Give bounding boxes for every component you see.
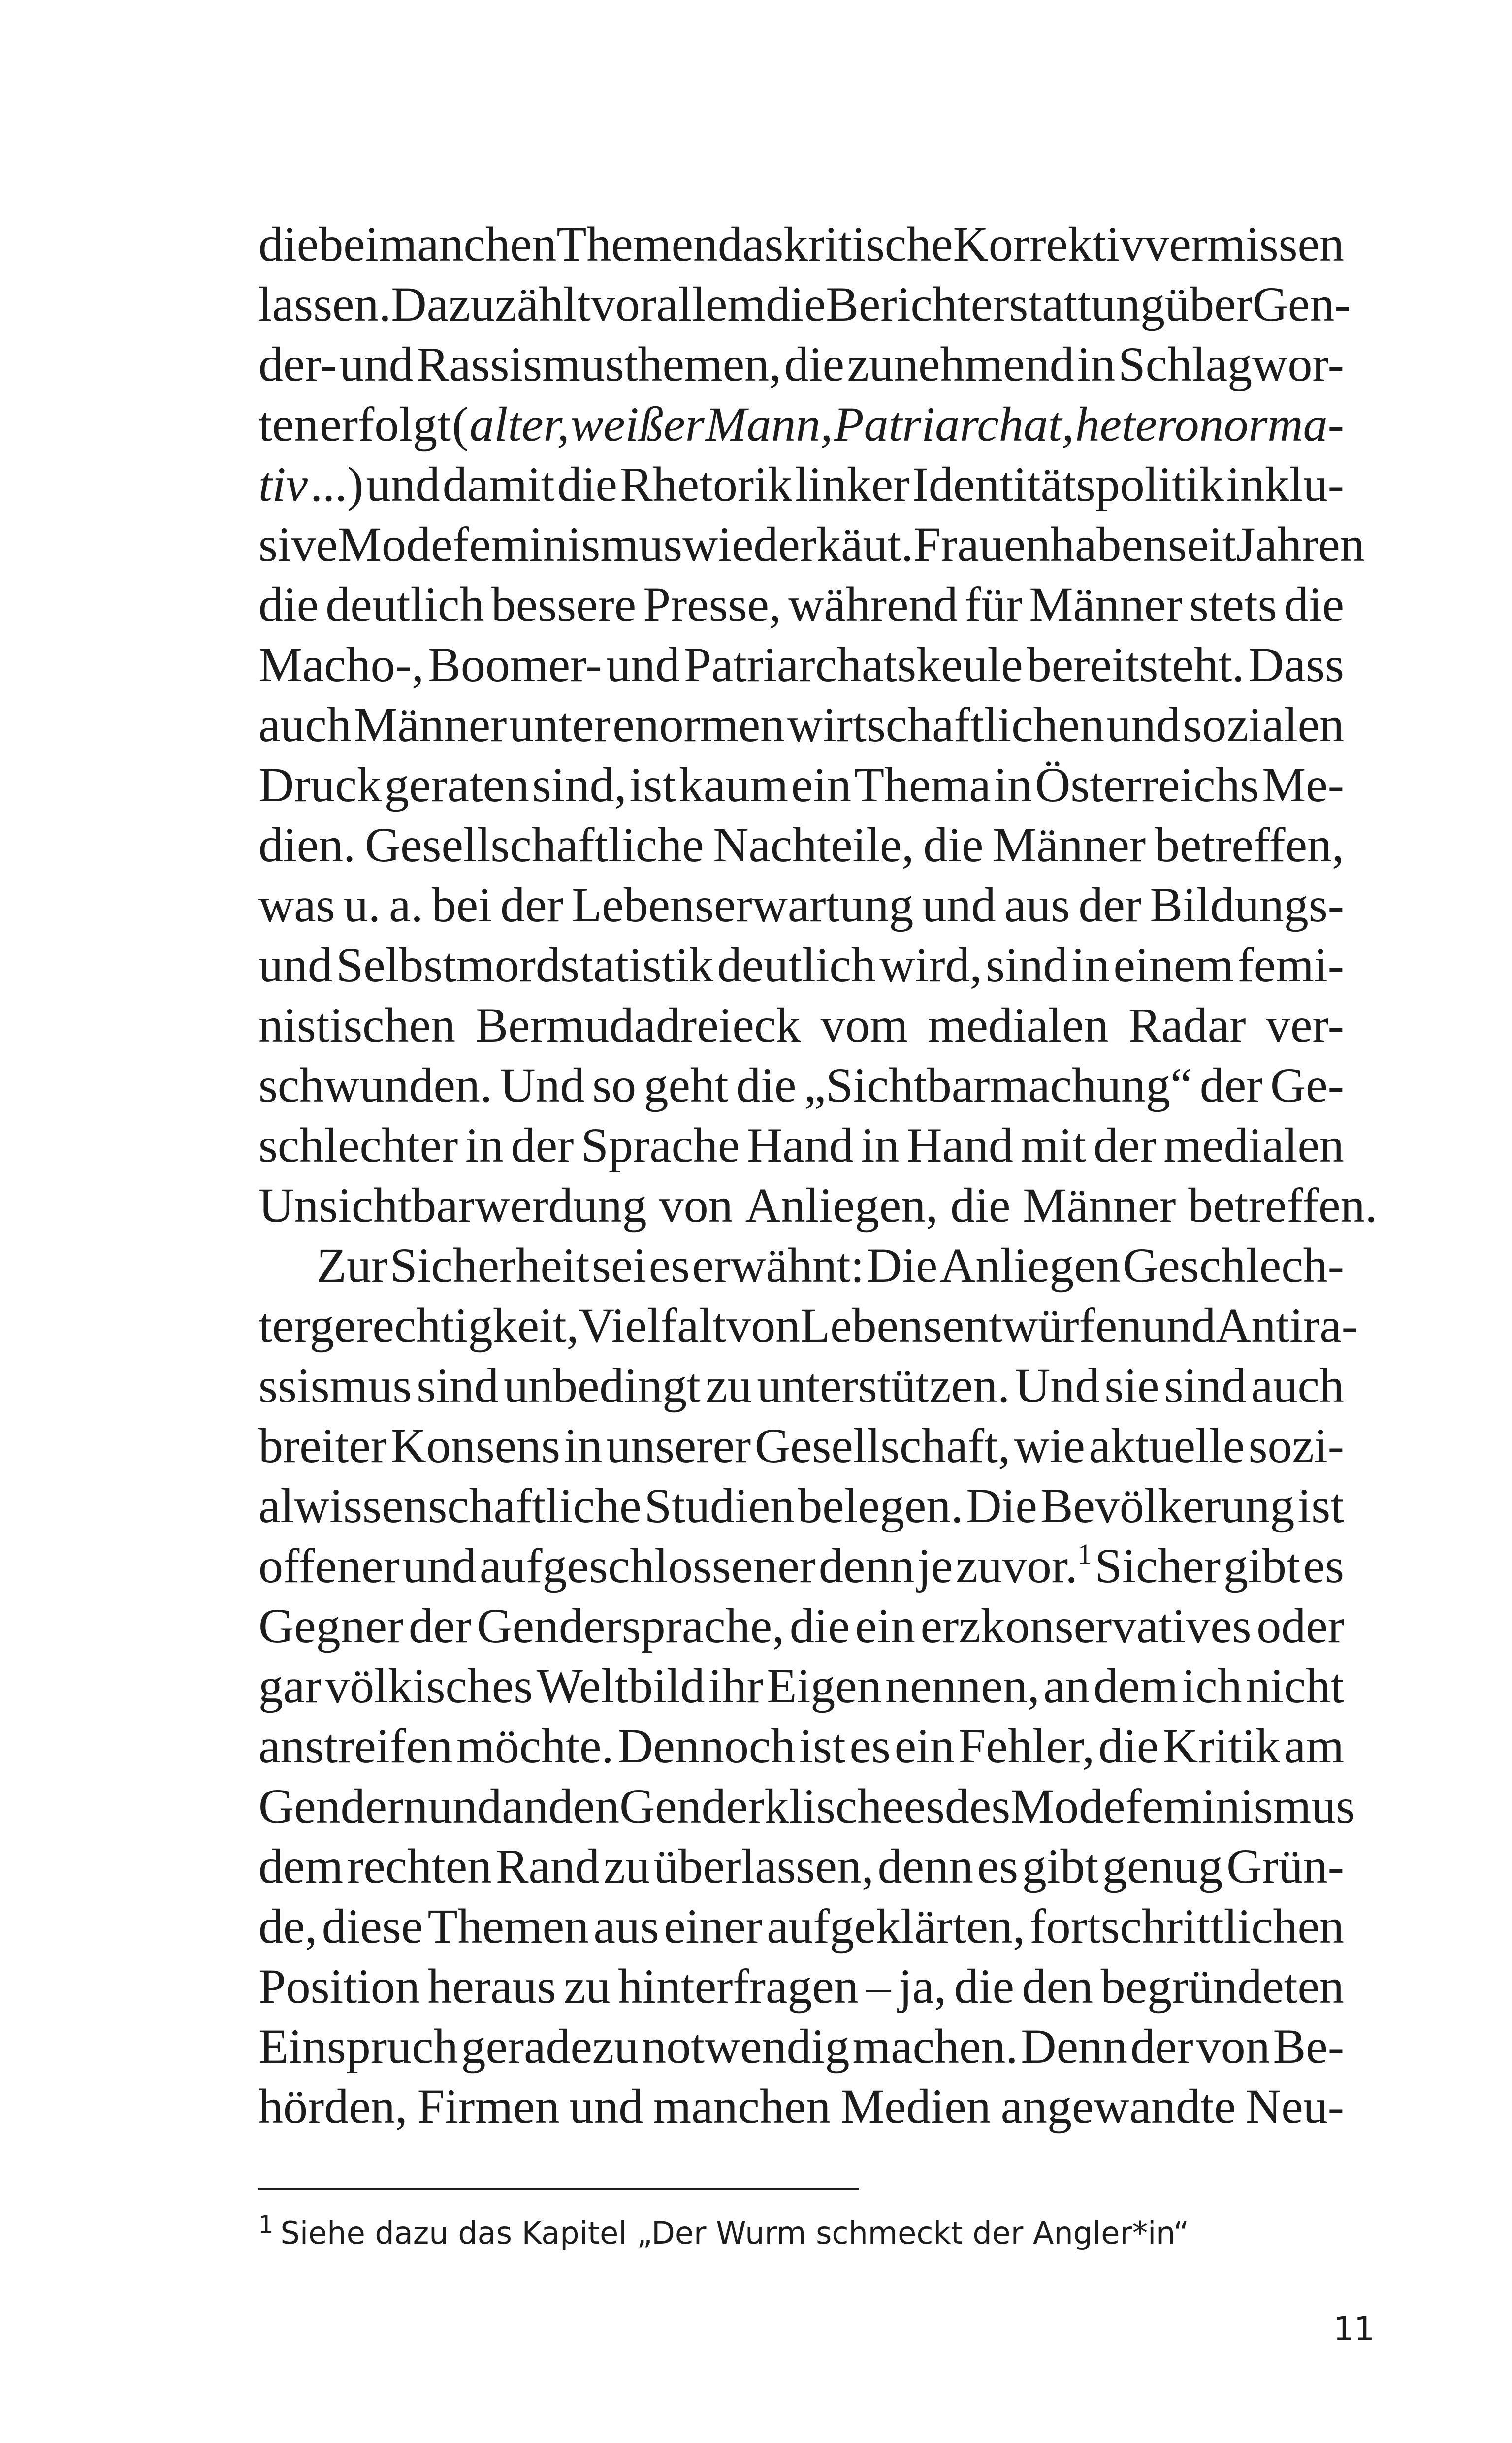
word: Österreichs (1035, 757, 1259, 812)
word: enormen (612, 697, 785, 752)
word: und (428, 1779, 502, 1833)
word: stets (1189, 577, 1277, 632)
word: Druck (258, 757, 382, 812)
word: „Sichtbarmachung“ (804, 1058, 1192, 1112)
word: tiv (258, 457, 308, 512)
word: die (950, 1178, 1011, 1233)
word: Gendersprache, (477, 1598, 785, 1653)
word: Medien (840, 2079, 991, 2134)
word: Bevölkerung (1040, 1478, 1295, 1533)
word: wirtschaftlichen (787, 697, 1104, 752)
word: aus (593, 1899, 659, 1954)
word: auch (258, 697, 352, 752)
word: manchen (379, 217, 557, 271)
word: betreffen. (1188, 1178, 1378, 1233)
word: Korrektiv (953, 217, 1145, 271)
text-line (258, 1296, 1358, 1356)
word: die (258, 577, 319, 632)
word: geradezu (461, 2019, 639, 2074)
word: schlechter (258, 1118, 458, 1173)
word: an (502, 1779, 548, 1833)
word: Jahren (1236, 517, 1365, 572)
word: Rhetorik (620, 457, 792, 512)
word: machen. (852, 2019, 1018, 2074)
word: allem (656, 277, 766, 331)
word: von (659, 1178, 733, 1233)
word: Berichterstattung (826, 277, 1165, 331)
word: es (648, 1238, 690, 1293)
word: Hand (747, 1118, 854, 1173)
word: Die (966, 1478, 1037, 1533)
word: Gegner (258, 1598, 404, 1653)
word: Schlagwor- (1118, 337, 1344, 391)
word: Modefeminismus (1010, 1779, 1355, 1833)
word: deutlich (717, 938, 876, 992)
word: der- (258, 337, 337, 391)
word: ist (629, 757, 676, 812)
word: Gen- (1252, 277, 1351, 331)
word: denn (877, 1839, 973, 1893)
text-line (258, 1175, 1378, 1236)
word: bereitsteht. (1027, 637, 1245, 692)
word: und (258, 938, 332, 992)
word: von (726, 1298, 801, 1353)
word: Rassismusthemen, (416, 337, 782, 391)
word: zunehmend (847, 337, 1074, 391)
word: Geschlech- (1123, 1238, 1344, 1293)
footnote-text: Siehe dazu das Kapitel „Der Wurm schmeckt der Angler*in“ (280, 2215, 1190, 2251)
word: Lebenserwartung (572, 878, 914, 932)
word: Neu- (1246, 2079, 1344, 2134)
word: Patriarchatskeule (684, 637, 1023, 692)
word: manchen (653, 2079, 831, 2134)
word: heteronorma- (1075, 397, 1344, 452)
word: Be- (1273, 2019, 1344, 2074)
word: die (736, 1058, 797, 1112)
word: völkisches (325, 1659, 533, 1713)
text-line (258, 1716, 1344, 1776)
word: gibt (1022, 1839, 1099, 1893)
word: nennen, (885, 1659, 1040, 1713)
word: erfolgt (320, 397, 451, 452)
body-text (258, 214, 1378, 2137)
word: Denn (1021, 2019, 1127, 2074)
word: Dennoch (617, 1719, 796, 1773)
word: betreffen, (1155, 817, 1344, 872)
word: die (954, 1959, 1014, 2014)
word: Bermudadreieck (475, 998, 801, 1052)
word: und (402, 1538, 477, 1593)
word: in (465, 1118, 504, 1173)
text-line (258, 995, 1344, 1055)
text-line (258, 575, 1344, 635)
word: nicht (1246, 1659, 1344, 1713)
word: Genderklischees (619, 1779, 945, 1833)
word: Themen (427, 1899, 589, 1954)
text-line (258, 1236, 1344, 1296)
word: das (717, 217, 784, 271)
text-line (258, 274, 1351, 334)
word: je (917, 1538, 953, 1593)
word: Anliegen, (745, 1178, 938, 1233)
word: Radar (1128, 998, 1246, 1052)
word: ( (452, 397, 469, 452)
word: kritische (783, 217, 953, 271)
word: angewandte (1000, 2079, 1236, 2134)
text-line (258, 1656, 1344, 1716)
word: offener (258, 1538, 400, 1593)
word-with-footnote (956, 1536, 1092, 1596)
text-line (258, 1596, 1344, 1656)
word: an (1043, 1659, 1090, 1713)
word: dien. (258, 817, 356, 872)
text-line (258, 1356, 1344, 1416)
word: Zur (317, 1238, 388, 1293)
word: sozialen (1183, 697, 1344, 752)
word: dem (1093, 1659, 1179, 1713)
word: ein (791, 757, 852, 812)
word: Selbstmordstatistik (336, 938, 714, 992)
word: und (366, 457, 440, 512)
word: geraten (384, 757, 530, 812)
word: wird, (879, 938, 982, 992)
word: über (1165, 277, 1253, 331)
word: Mann, (706, 397, 833, 452)
word: Position (258, 1959, 420, 2014)
word: Vielfalt (579, 1298, 727, 1353)
text-line (258, 2017, 1344, 2077)
word: und (339, 337, 414, 391)
word: die (789, 1598, 850, 1653)
word: den (548, 1779, 620, 1833)
word: genug (1102, 1839, 1223, 1893)
word: Männer (993, 817, 1146, 872)
word: Bildungs- (1150, 878, 1344, 932)
word: Männer (1023, 1178, 1176, 1233)
word: sei (592, 1238, 647, 1293)
footnote (258, 2211, 1190, 2253)
word: gar (258, 1659, 322, 1713)
word: die (784, 337, 845, 391)
word: a. (389, 878, 423, 932)
text-line (258, 515, 1365, 575)
word: schwunden. (258, 1058, 492, 1112)
word: bessere (491, 577, 637, 632)
word: ist (799, 1719, 846, 1773)
word: nistischen (258, 998, 455, 1052)
word: bei (431, 878, 492, 932)
word: begründeten (1100, 1959, 1344, 2014)
word: sind, (532, 757, 627, 812)
word: sie (1104, 1358, 1159, 1413)
word: es (849, 1719, 891, 1773)
word: und (569, 2079, 643, 2134)
word: seit (1167, 517, 1236, 572)
word: unter (509, 697, 611, 752)
text-line (258, 935, 1344, 995)
footnote-reference: 1 (1077, 1538, 1092, 1570)
word: Männer (354, 697, 507, 752)
word: Eigen (767, 1659, 882, 1713)
word: die (1284, 577, 1344, 632)
word: Dazu (391, 277, 495, 331)
word: Gesellschaftliche (364, 817, 704, 872)
text-line (258, 1536, 1344, 1596)
word: alwissenschaftliche (258, 1478, 642, 1533)
word: die (1098, 1719, 1159, 1773)
word: femi- (1237, 938, 1344, 992)
word: ten (258, 397, 319, 452)
word: zählt (495, 277, 591, 331)
word: sind (986, 938, 1068, 992)
word: Macho-, (258, 637, 424, 692)
word: unbedingt (503, 1358, 701, 1413)
word: einem (1113, 938, 1234, 992)
word: Kritik (1162, 1719, 1280, 1773)
word: linker (795, 457, 910, 512)
word: in (1077, 337, 1116, 391)
word: denn (818, 1538, 915, 1593)
word: Und (1015, 1358, 1100, 1413)
word: Frauen (913, 517, 1050, 572)
word: der (511, 1118, 574, 1173)
word: Antira- (1216, 1298, 1358, 1353)
word: Gendern (258, 1779, 428, 1833)
word: in (994, 757, 1032, 812)
word: Hand (906, 1118, 1013, 1173)
word: dem (258, 1839, 344, 1893)
word: Lebensentwürfen (800, 1298, 1142, 1353)
text-line (258, 1055, 1344, 1115)
text-line (258, 214, 1344, 274)
word: und (1106, 697, 1181, 752)
word: und (1142, 1298, 1216, 1353)
word: ssismus (258, 1358, 412, 1413)
word: medialen (928, 998, 1109, 1052)
word: Ge- (1270, 1058, 1344, 1112)
word: sozi- (1248, 1418, 1344, 1473)
word: kaum (678, 757, 789, 812)
word: Unsichtbarwerdung (258, 1178, 647, 1233)
word: deutlich (325, 577, 484, 632)
word: Männer (1029, 577, 1183, 632)
word: vor (590, 277, 657, 331)
word: Boomer- (428, 637, 602, 692)
text-line (258, 755, 1344, 815)
text-line (258, 334, 1344, 394)
word: diese (322, 1899, 423, 1954)
word: geht (643, 1058, 729, 1112)
word: vermissen (1144, 217, 1344, 271)
word: der (1130, 2019, 1193, 2074)
word: Konsens (390, 1418, 560, 1473)
word: u. (343, 878, 381, 932)
word: hörden, (258, 2079, 408, 2134)
word: die (766, 277, 826, 331)
word: die (557, 457, 617, 512)
word: Modefeminismus (338, 517, 683, 572)
word: Sprache (581, 1118, 740, 1173)
word: der (1078, 878, 1142, 932)
page-number: 11 (1333, 2310, 1375, 2348)
word: Sicherheit (389, 1238, 590, 1293)
word: Grün- (1226, 1839, 1344, 1893)
word: wiederkäut. (682, 517, 914, 572)
word: aus (1004, 878, 1070, 932)
word: lassen. (258, 277, 391, 331)
text-line (258, 1476, 1344, 1536)
word: für (965, 577, 1023, 632)
word: Die (867, 1238, 938, 1293)
text-line (258, 1776, 1355, 1836)
word: haben (1050, 517, 1168, 572)
word: de, (258, 1899, 318, 1954)
word: zu (603, 1839, 650, 1893)
word: ihr (708, 1659, 763, 1713)
word: Identitätspolitik (912, 457, 1224, 512)
word: aufgeschlossener (479, 1538, 816, 1593)
word: breiter (258, 1418, 387, 1473)
word: ver- (1265, 998, 1344, 1052)
word: Rand (495, 1839, 600, 1893)
word: belegen. (798, 1478, 964, 1533)
text-line (258, 1416, 1344, 1476)
word: Themen (556, 217, 718, 271)
word: erzkonservatives (920, 1598, 1252, 1653)
word: zu (705, 1358, 752, 1413)
word: gibt (1223, 1538, 1300, 1593)
word: bei (319, 217, 379, 271)
word: Studien (644, 1478, 795, 1533)
word: fortschrittlichen (1029, 1899, 1344, 1954)
word: was (258, 878, 335, 932)
word: Einspruch (258, 2019, 458, 2074)
word: Anliegen (940, 1238, 1121, 1293)
text-line (258, 815, 1344, 875)
word: Firmen (417, 2079, 560, 2134)
word: unterstützen. (757, 1358, 1010, 1413)
word: von (1196, 2019, 1270, 2074)
word: Fehler, (958, 1719, 1095, 1773)
word: damit (442, 457, 555, 512)
word: den (1022, 1959, 1094, 2014)
text-line (258, 1115, 1344, 1175)
word: in (564, 1418, 603, 1473)
word: möchte. (456, 1719, 614, 1773)
word: und (606, 637, 680, 692)
word: Gesellschaft, (754, 1418, 1010, 1473)
text-line (258, 695, 1344, 755)
word: tergerechtigkeit, (258, 1298, 579, 1353)
word: und (922, 878, 996, 932)
word: ja, (899, 1959, 947, 2014)
word: Nachteile, (713, 817, 914, 872)
word: unserer (606, 1418, 751, 1473)
word: anstreifen (258, 1719, 453, 1773)
word: Thema (854, 757, 991, 812)
text-line (258, 875, 1344, 935)
word: inklu- (1226, 457, 1344, 512)
word: sind (417, 1358, 499, 1413)
word: Sicher (1094, 1538, 1221, 1593)
footnote-divider (258, 2188, 859, 2190)
word: am (1284, 1719, 1344, 1773)
footnote-number: 1 (258, 2211, 274, 2239)
word: vom (820, 998, 908, 1052)
word: heraus (427, 1959, 556, 2014)
word: wie (1014, 1418, 1085, 1473)
word: weißer (570, 397, 705, 452)
word: sind (1164, 1358, 1247, 1413)
word: die (258, 217, 319, 271)
word: Dass (1248, 637, 1344, 692)
word: ich (1182, 1659, 1242, 1713)
word: zuvor. (956, 1538, 1078, 1593)
word: überlassen, (653, 1839, 874, 1893)
text-line (258, 1956, 1344, 2017)
word: es (977, 1839, 1018, 1893)
word: ein (855, 1598, 915, 1653)
word: hinterfragen (618, 1959, 859, 2014)
word: medialen (1163, 1118, 1344, 1173)
word: Weltbild (536, 1659, 705, 1713)
word: aufgeklärten, (767, 1899, 1025, 1954)
word: Presse, (643, 577, 781, 632)
word: oder (1256, 1598, 1344, 1653)
word: Me- (1262, 757, 1344, 812)
word: – (866, 1959, 891, 2014)
word: in (1071, 938, 1110, 992)
text-line (258, 1836, 1344, 1896)
word: des (944, 1779, 1011, 1833)
text-line (258, 635, 1344, 695)
word: ein (894, 1719, 955, 1773)
word: der (500, 878, 563, 932)
word: die (923, 817, 984, 872)
word: in (861, 1118, 900, 1173)
text-line (258, 2077, 1344, 2137)
word: mit (1020, 1118, 1087, 1173)
word: ...) (310, 457, 364, 512)
text-line (258, 394, 1344, 455)
word: Und (500, 1058, 585, 1112)
word: so (592, 1058, 637, 1112)
text-line (258, 1896, 1344, 1956)
word: Patriarchat, (834, 397, 1074, 452)
word: zu (564, 1959, 611, 2014)
word: der (1093, 1118, 1157, 1173)
word: es (1303, 1538, 1344, 1593)
word: der (409, 1598, 472, 1653)
word: aktuelle (1089, 1418, 1245, 1473)
word: ist (1297, 1478, 1344, 1533)
text-line (258, 455, 1344, 515)
word: alter, (469, 397, 570, 452)
word: sive (258, 517, 338, 572)
word: einer (664, 1899, 762, 1954)
word: auch (1251, 1358, 1344, 1413)
word: notwendig (642, 2019, 850, 2074)
word: rechten (347, 1839, 492, 1893)
word: während (788, 577, 958, 632)
word: erwähnt: (692, 1238, 865, 1293)
word: der (1199, 1058, 1263, 1112)
